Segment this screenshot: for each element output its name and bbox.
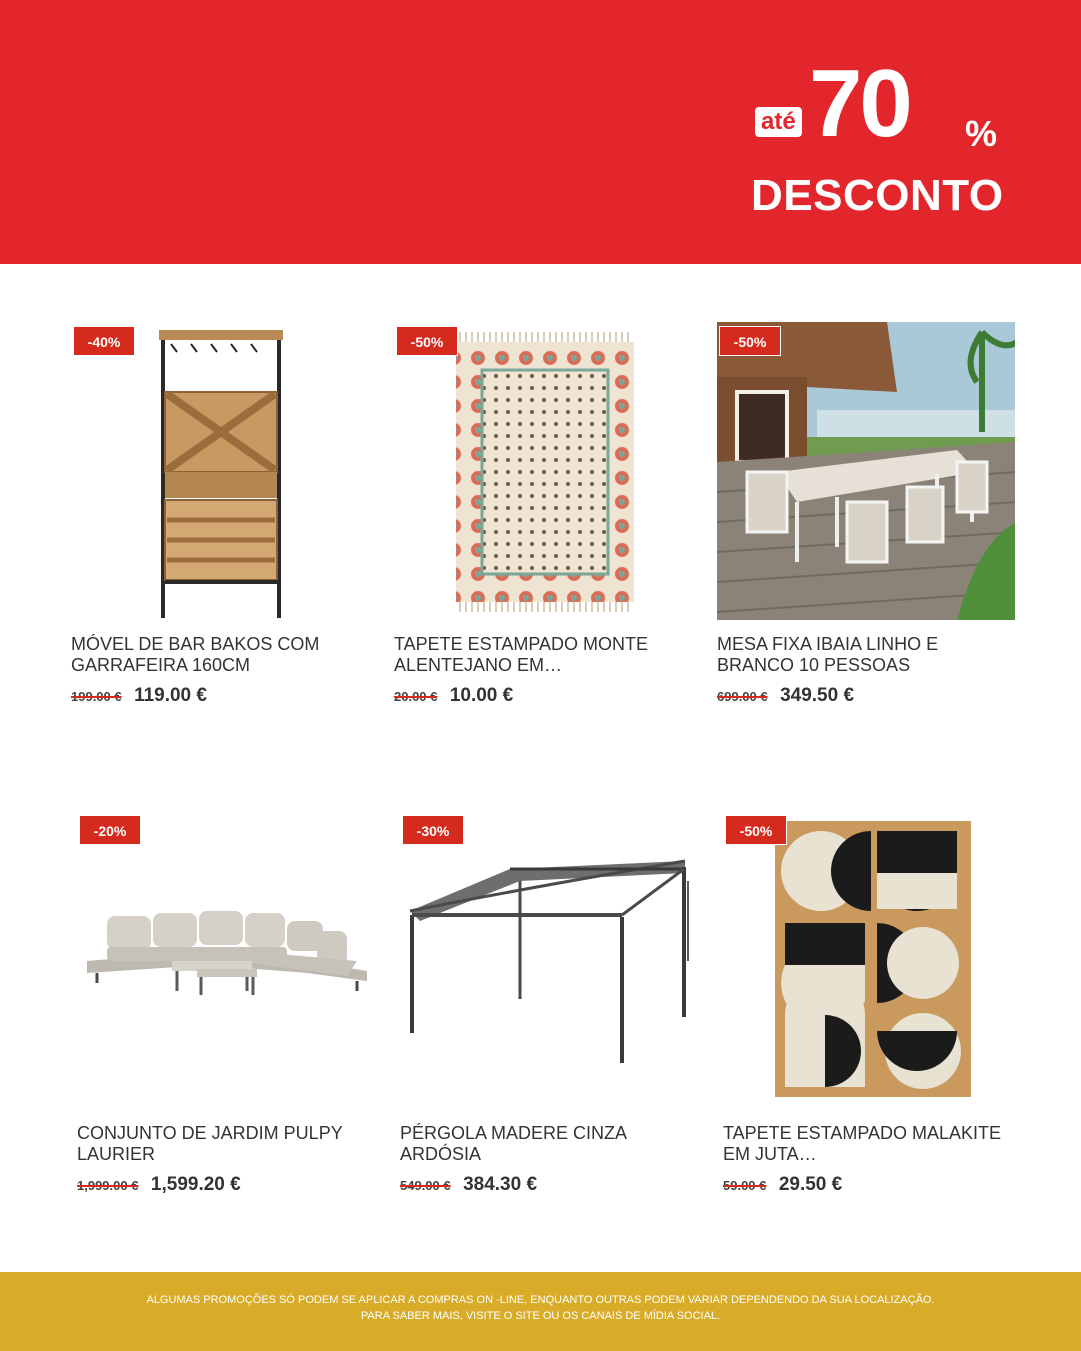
discount-headline <box>751 50 1011 222</box>
old-price: 699.00 € <box>717 689 768 704</box>
old-price: 549.00 € <box>400 1178 451 1193</box>
product-title[interactable]: CONJUNTO DE JARDIM PULPY LAURIER <box>77 1123 343 1164</box>
desconto-label: DESCONTO <box>751 171 1004 220</box>
product-card[interactable] <box>394 322 694 722</box>
price-row <box>723 1175 842 1196</box>
product-image[interactable] <box>71 322 371 622</box>
ate-label: até <box>755 107 802 137</box>
product-card[interactable] <box>71 322 371 722</box>
garden-sofa-set-icon <box>77 811 377 1111</box>
product-image[interactable] <box>394 322 694 622</box>
discount-badge: -50% <box>725 815 787 845</box>
discount-badge: -50% <box>396 326 458 356</box>
footer-disclaimer <box>0 1272 1081 1351</box>
price-row <box>400 1175 537 1196</box>
jute-rug-icon <box>723 811 1023 1111</box>
new-price: 29.50 € <box>778 1174 843 1195</box>
new-price: 384.30 € <box>463 1174 538 1195</box>
product-image[interactable] <box>77 811 377 1111</box>
product-image[interactable] <box>723 811 1023 1111</box>
product-title[interactable]: TAPETE ESTAMPADO MALAKITE EM JUTA… <box>723 1123 1002 1164</box>
product-card[interactable] <box>400 811 700 1211</box>
wine-bar-cabinet-icon <box>71 322 371 622</box>
old-price: 199.00 € <box>71 689 122 704</box>
discount-badge: -50% <box>719 326 781 356</box>
product-title[interactable]: MÓVEL DE BAR BAKOS COM GARRAFEIRA 160CM <box>71 634 320 675</box>
pergola-icon <box>400 811 700 1111</box>
product-image[interactable] <box>400 811 700 1111</box>
outdoor-dining-set-icon <box>717 322 1015 620</box>
product-title[interactable]: MESA FIXA IBAIA LINHO E BRANCO 10 PESSOAS <box>717 634 939 675</box>
old-price: 1,999.00 € <box>77 1178 139 1193</box>
old-price: 20.00 € <box>394 689 438 704</box>
new-price: 119.00 € <box>134 685 207 706</box>
promo-banner <box>0 0 1081 264</box>
new-price: 349.50 € <box>780 685 855 706</box>
old-price: 59.00 € <box>723 1178 767 1193</box>
discount-number: 70 <box>809 50 910 157</box>
price-row <box>77 1175 241 1196</box>
product-image[interactable] <box>717 322 1015 620</box>
product-card[interactable] <box>717 322 1017 722</box>
new-price: 1,599.20 € <box>150 1174 241 1195</box>
price-row <box>717 686 854 707</box>
disclaimer-line-1: ALGUMAS PROMOÇÕES SÓ PODEM SE APLICAR A COMPRAS ON -LINE, ENQUANTO OUTRAS PODEM VARIAR DEPENDENDO DA SUA LOCALIZAÇÃO. <box>146 1294 935 1306</box>
discount-badge: -30% <box>402 815 464 845</box>
product-title[interactable]: TAPETE ESTAMPADO MONTE ALENTEJANO EM… <box>394 634 649 675</box>
patterned-rug-icon <box>394 322 694 622</box>
product-card[interactable] <box>77 811 377 1211</box>
price-row <box>394 686 513 707</box>
discount-badge: -40% <box>73 326 135 356</box>
disclaimer-line-2: PARA SABER MAIS, VISITE O SITE OU OS CANAIS DE MÍDIA SOCIAL. <box>360 1310 721 1322</box>
discount-badge: -20% <box>79 815 141 845</box>
percent-sign: % <box>965 113 998 154</box>
new-price: 10.00 € <box>449 685 514 706</box>
product-card[interactable] <box>723 811 1023 1211</box>
price-row <box>71 686 207 707</box>
product-title[interactable]: PÉRGOLA MADERE CINZA ARDÓSIA <box>400 1123 627 1164</box>
